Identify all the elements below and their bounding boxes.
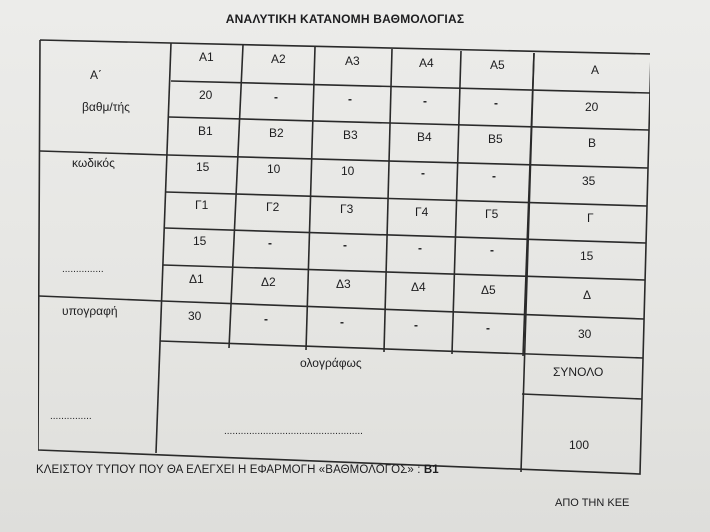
- header-cell-a1: Α1: [199, 50, 214, 64]
- header-cell-b2: Β2: [269, 126, 284, 140]
- footer-note: [36, 464, 439, 476]
- value-cell-b1: 15: [196, 160, 210, 174]
- header-cell-g3: Γ3: [340, 202, 354, 216]
- value-cell-d-total: 30: [578, 327, 592, 341]
- value-cell-a3: -: [348, 92, 352, 106]
- header-cell-g1: Γ1: [195, 198, 209, 212]
- value-cell-a4: -: [423, 94, 427, 108]
- in-words-label: ολογράφως: [300, 356, 362, 370]
- footer-text: ΚΛΕΙΣΤΟΥ ΤΥΠΟΥ ΠΟΥ ΘΑ ΕΛΕΓΧΕΙ Η ΕΦΑΡΜΟΓΗ «ΒΑΘΜΟΛΟΓΟΣ» :: [36, 464, 424, 476]
- header-cell-d-total: Δ: [583, 288, 592, 302]
- header-cell-d1: Δ1: [189, 272, 204, 286]
- value-cell-a1: 20: [199, 88, 213, 102]
- value-cell-g5: -: [490, 243, 494, 257]
- header-cell-g4: Γ4: [415, 205, 429, 219]
- code-label: κωδικός: [72, 156, 115, 170]
- code-field[interactable]: ...............: [62, 264, 104, 275]
- header-cell-a2: Α2: [271, 52, 286, 66]
- value-cell-b-total: 35: [582, 174, 596, 188]
- header-cell-b5: Β5: [488, 132, 503, 146]
- value-cell-a2: -: [274, 90, 278, 104]
- header-cell-b4: Β4: [417, 130, 432, 144]
- value-cell-g2: -: [268, 236, 272, 250]
- issuer-label: ΑΠΟ ΤΗΝ ΚΕΕ: [555, 497, 630, 509]
- header-cell-d4: Δ4: [411, 280, 426, 294]
- value-cell-g4: -: [418, 241, 422, 255]
- header-cell-b-total: Β: [588, 136, 597, 150]
- header-cell-a-total: Α: [591, 63, 600, 77]
- total-label: ΣΥΝΟΛΟ: [553, 365, 604, 379]
- grading-table: [38, 38, 650, 478]
- header-cell-a5: Α5: [490, 58, 505, 72]
- in-words-field[interactable]: ..................................................: [224, 426, 363, 437]
- value-cell-g-total: 15: [580, 249, 594, 263]
- signature-field[interactable]: ...............: [50, 411, 92, 422]
- value-cell-a5: -: [494, 96, 498, 110]
- header-cell-b3: Β3: [343, 128, 358, 142]
- footer-code: Β1: [423, 464, 439, 476]
- header-cell-g-total: Γ: [587, 211, 594, 225]
- header-cell-g5: Γ5: [485, 207, 499, 221]
- grader-role-label: βαθμ/τής: [82, 100, 130, 114]
- page-title: ΑΝΑΛΥΤΙΚΗ ΚΑΤΑΝΟΜΗ ΒΑΘΜΟΛΟΓΙΑΣ: [225, 12, 465, 26]
- value-cell-b3: 10: [341, 164, 355, 178]
- header-cell-b1: Β1: [198, 124, 213, 138]
- value-cell-g1: 15: [193, 234, 207, 248]
- value-cell-b4: -: [421, 166, 425, 180]
- value-cell-b2: 10: [267, 162, 281, 176]
- total-value: 100: [569, 438, 590, 452]
- value-cell-d2: -: [264, 312, 268, 326]
- value-cell-d4: -: [414, 318, 418, 332]
- header-cell-d5: Δ5: [481, 283, 496, 297]
- header-cell-a4: Α4: [419, 56, 434, 70]
- header-cell-d3: Δ3: [336, 277, 351, 291]
- signature-label: υπογραφή: [62, 304, 118, 318]
- header-cell-a3: Α3: [345, 54, 360, 68]
- value-cell-d1: 30: [188, 309, 202, 323]
- value-cell-d5: -: [486, 321, 490, 335]
- value-cell-b5: -: [492, 169, 496, 183]
- grader-label: Α΄: [90, 68, 102, 82]
- value-cell-a-total: 20: [585, 100, 599, 114]
- header-cell-g2: Γ2: [266, 200, 280, 214]
- value-cell-d3: -: [340, 315, 344, 329]
- header-cell-d2: Δ2: [261, 275, 276, 289]
- value-cell-g3: -: [343, 238, 347, 252]
